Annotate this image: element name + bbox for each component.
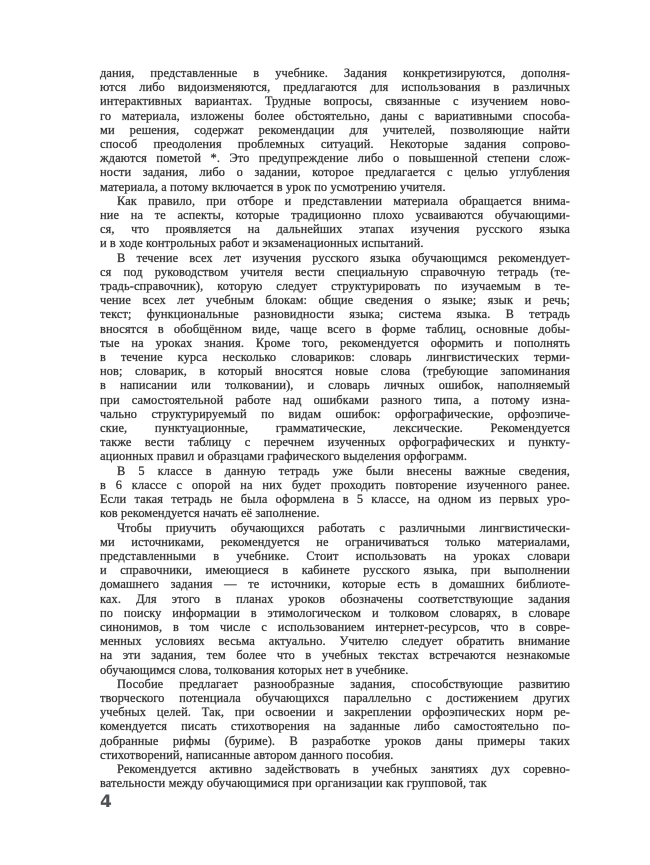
text-line: представленными в учебнике. Стоит использовать на уроках словари [100,548,570,563]
text-line: добранные рифмы (буриме). В разработке уроков даны примеры таких [100,733,570,748]
text-line: на эти задания, тем более что в учебных текстах встречаются незнакомые [100,648,570,663]
text-block [100,66,570,790]
text-line: ационных правил и образцами графического выделения орфограмм. [100,449,468,464]
paragraph [100,464,570,521]
text-line: вносятся в обобщённом виде, чаще всего в форме таблиц, основные добы- [100,321,570,336]
text-line: ние на те аспекты, которые традиционно плохо усваиваются обучающими- [100,208,570,223]
text-line: В 5 классе в данную тетрадь уже были внесены важные сведения, [117,463,570,478]
paragraph [100,762,570,790]
text-line: материала, а потому включается в урок по усмотрению учителя. [100,179,446,194]
text-line: вательности между обучающимися при организации как групповой, так [100,776,487,791]
text-line: стихотворений, написанные автором данного пособия. [100,747,394,762]
text-line: чение всех лет учебным блокам: общие сведения о языке; язык и речь; [100,293,570,308]
text-line: ми источниками, рекомендуется не ограничиваться только материалами, [100,534,570,549]
text-line: при самостоятельной работе над ошибками разного типа, а потому изна- [100,392,570,407]
text-line: и справочники, имеющиеся в кабинете русского языка, при выполнении [100,563,570,578]
text-line: способ преодоления проблемных ситуаций. Некоторые задания сопрово- [100,137,570,152]
text-line: ках. Для этого в планах уроков обозначены соответствующие задания [100,591,570,606]
text-line: в течение курса несколько словариков: словарь лингвистических терми- [100,350,570,365]
text-line: го материала, изложены более обстоятельно, даны с вариативными способа- [100,108,570,123]
text-line: в 6 классе с опорой на них будет проходить повторение изученного ранее. [100,477,570,492]
text-line: обучающимся слова, толкования которых нет в учебнике. [100,662,409,677]
text-line: интерактивных вариантах. Трудные вопросы, связанные с изучением ново- [100,94,570,109]
text-line: домашнего задания — те источники, которые есть в домашних библиоте- [100,577,570,592]
text-line: также вести таблицу с перечнем изученных орфографических и пункту- [100,435,570,450]
text-line: тые на уроках знания. Кроме того, рекомендуется оформить и пополнять [100,335,570,350]
text-line: традь-справочник), которую следует структурировать по изучаемым в те- [100,279,570,294]
text-line: Если такая тетрадь не была оформлена в 5 классе, на одном из первых уро- [100,492,570,507]
text-line: ся под руководством учителя вести специальную справочную тетрадь (те- [100,264,570,279]
text-line: текст; функциональные разновидности языка; система языка. В тетрадь [100,307,570,322]
page-number: 4 [100,792,112,812]
text-line: дания, представленные в учебнике. Задания конкретизируются, дополня- [100,66,570,80]
paragraph [100,251,570,464]
text-line: В течение всех лет изучения русского языка обучающимся рекомендует- [117,250,570,265]
text-line: нов; словарик, в который вносятся новые слова (требующие запоминания [100,364,570,379]
paragraph [100,66,570,194]
text-line: ские, пунктуационные, грамматические, лексические. Рекомендуется [100,421,570,436]
text-line: учебных целей. Так, при освоении и закреплении орфоэпических норм ре- [100,705,570,720]
text-line: менных условиях весьма актуально. Учителю следует обратить внимание [100,634,570,649]
text-line: Чтобы приучить обучающихся работать с различными лингвистически- [117,520,570,535]
paragraph [100,521,570,677]
text-line: комендуется писать стихотворения на заданные либо самостоятельно по- [100,719,570,734]
text-line: творческого потенциала обучающихся параллельно с достижением других [100,690,570,705]
text-line: ждаются пометой *. Это предупреждение либо о повышенной степени слож- [100,151,570,166]
text-line: синонимов, в том числе с использованием интернет-ресурсов, что в совре- [100,619,570,634]
text-line: в написании или толковании), и словарь личных ошибок, наполняемый [100,378,570,393]
text-line: ся, что проявляется на дальнейших этапах изучения русского языка [100,222,570,237]
text-line: ков рекомендуется начать её заполнение. [100,506,320,521]
paragraph [100,194,570,251]
text-line: Как правило, при отборе и представлении материала обращается внима- [117,193,570,208]
text-line: ми решения, содержат рекомендации для учителей, позволяющие найти [100,122,570,137]
text-line: ются либо видоизменяются, предлагаются для использования в различных [100,80,570,95]
text-line: и в ходе контрольных работ и экзаменационных испытаний. [100,236,424,251]
text-line: по поиску информации в этимологическом и толковом словарях, в словаре [100,605,570,620]
text-line: Пособие предлагает разнообразные задания, способствующие развитию [117,676,570,691]
text-line: ности задания, либо о задании, которое предлагается с целью углубления [100,165,570,180]
text-line: чально структурируемый по видам ошибок: орфографические, орфоэпиче- [100,406,570,421]
paragraph [100,677,570,762]
text-line: Рекомендуется активно задействовать в учебных занятиях дух соревно- [117,761,570,776]
